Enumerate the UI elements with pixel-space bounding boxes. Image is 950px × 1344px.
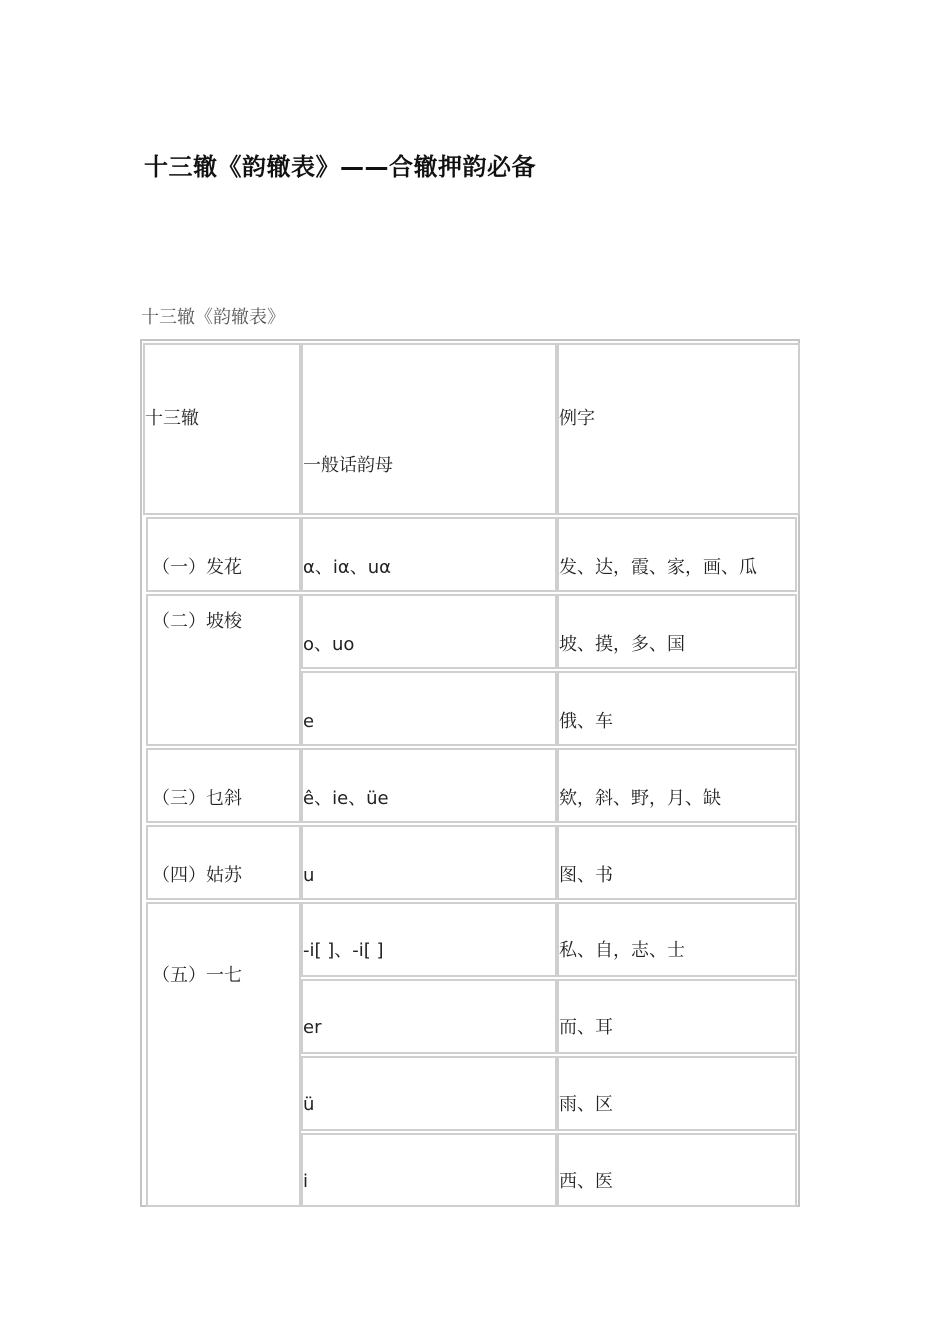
examples-value: 图、书 (559, 865, 613, 886)
rhyme-name: （一）发花 (152, 557, 242, 578)
table-cell-finals (301, 1133, 557, 1207)
rhyme-name: （三）乜斜 (152, 788, 242, 809)
table-cell-examples (557, 748, 797, 823)
table-cell-examples (557, 902, 797, 977)
header-cell-finals (301, 343, 557, 515)
rhyme-name: （五）一七 (152, 965, 242, 986)
finals-value: ü (303, 1094, 315, 1115)
table-cell-finals (301, 825, 557, 900)
table-cell-finals (301, 748, 557, 823)
examples-value: 西、医 (559, 1171, 613, 1192)
finals-value: er (303, 1017, 322, 1038)
examples-value: 坡、摸，多、国 (559, 634, 685, 655)
examples-value: 欸，斜、野，月、缺 (559, 788, 721, 809)
header-examples: 例字 (559, 408, 595, 429)
table-cell-finals (301, 979, 557, 1054)
table-cell-rhyme (146, 825, 301, 900)
finals-value: α、iα、uα (303, 557, 392, 578)
page-title: 十三辙《韵辙表》——合辙押韵必备 (144, 153, 536, 181)
table-cell-examples (557, 594, 797, 669)
table-cell-rhyme (146, 902, 301, 1207)
finals-value: i (303, 1171, 309, 1192)
table-cell-examples (557, 825, 797, 900)
table-cell-examples (557, 671, 797, 746)
table-cell-examples (557, 1056, 797, 1131)
table-cell-finals (301, 902, 557, 977)
table-cell-examples (557, 979, 797, 1054)
table-cell-finals (301, 517, 557, 592)
table-cell-finals (301, 594, 557, 669)
examples-value: 发、达，霞、家，画、瓜 (559, 557, 757, 578)
finals-value: ê、ie、üe (303, 788, 389, 809)
examples-value: 私、自，志、士 (559, 940, 685, 961)
header-cell-examples (557, 343, 800, 515)
header-rhyme: 十三辙 (145, 408, 199, 429)
table-cell-rhyme (146, 517, 301, 592)
examples-value: 雨、区 (559, 1094, 613, 1115)
table-caption: 十三辙《韵辙表》 (141, 307, 285, 328)
table-cell-examples (557, 517, 797, 592)
finals-value: u (303, 865, 315, 886)
rhyme-name: （四）姑苏 (152, 865, 242, 886)
rhyme-name: （二）坡梭 (152, 611, 242, 632)
table-cell-rhyme (146, 748, 301, 823)
table-cell-finals (301, 671, 557, 746)
examples-value: 俄、车 (559, 711, 613, 732)
finals-value: e (303, 711, 315, 732)
table-cell-examples (557, 1133, 797, 1207)
header-cell-rhyme (143, 343, 301, 515)
table-cell-finals (301, 1056, 557, 1131)
table-cell-rhyme (146, 594, 301, 746)
examples-value: 而、耳 (559, 1017, 613, 1038)
header-finals: 一般话韵母 (303, 455, 393, 476)
finals-value: -i[ ]、-i[ ] (303, 940, 384, 961)
finals-value: o、uo (303, 634, 355, 655)
